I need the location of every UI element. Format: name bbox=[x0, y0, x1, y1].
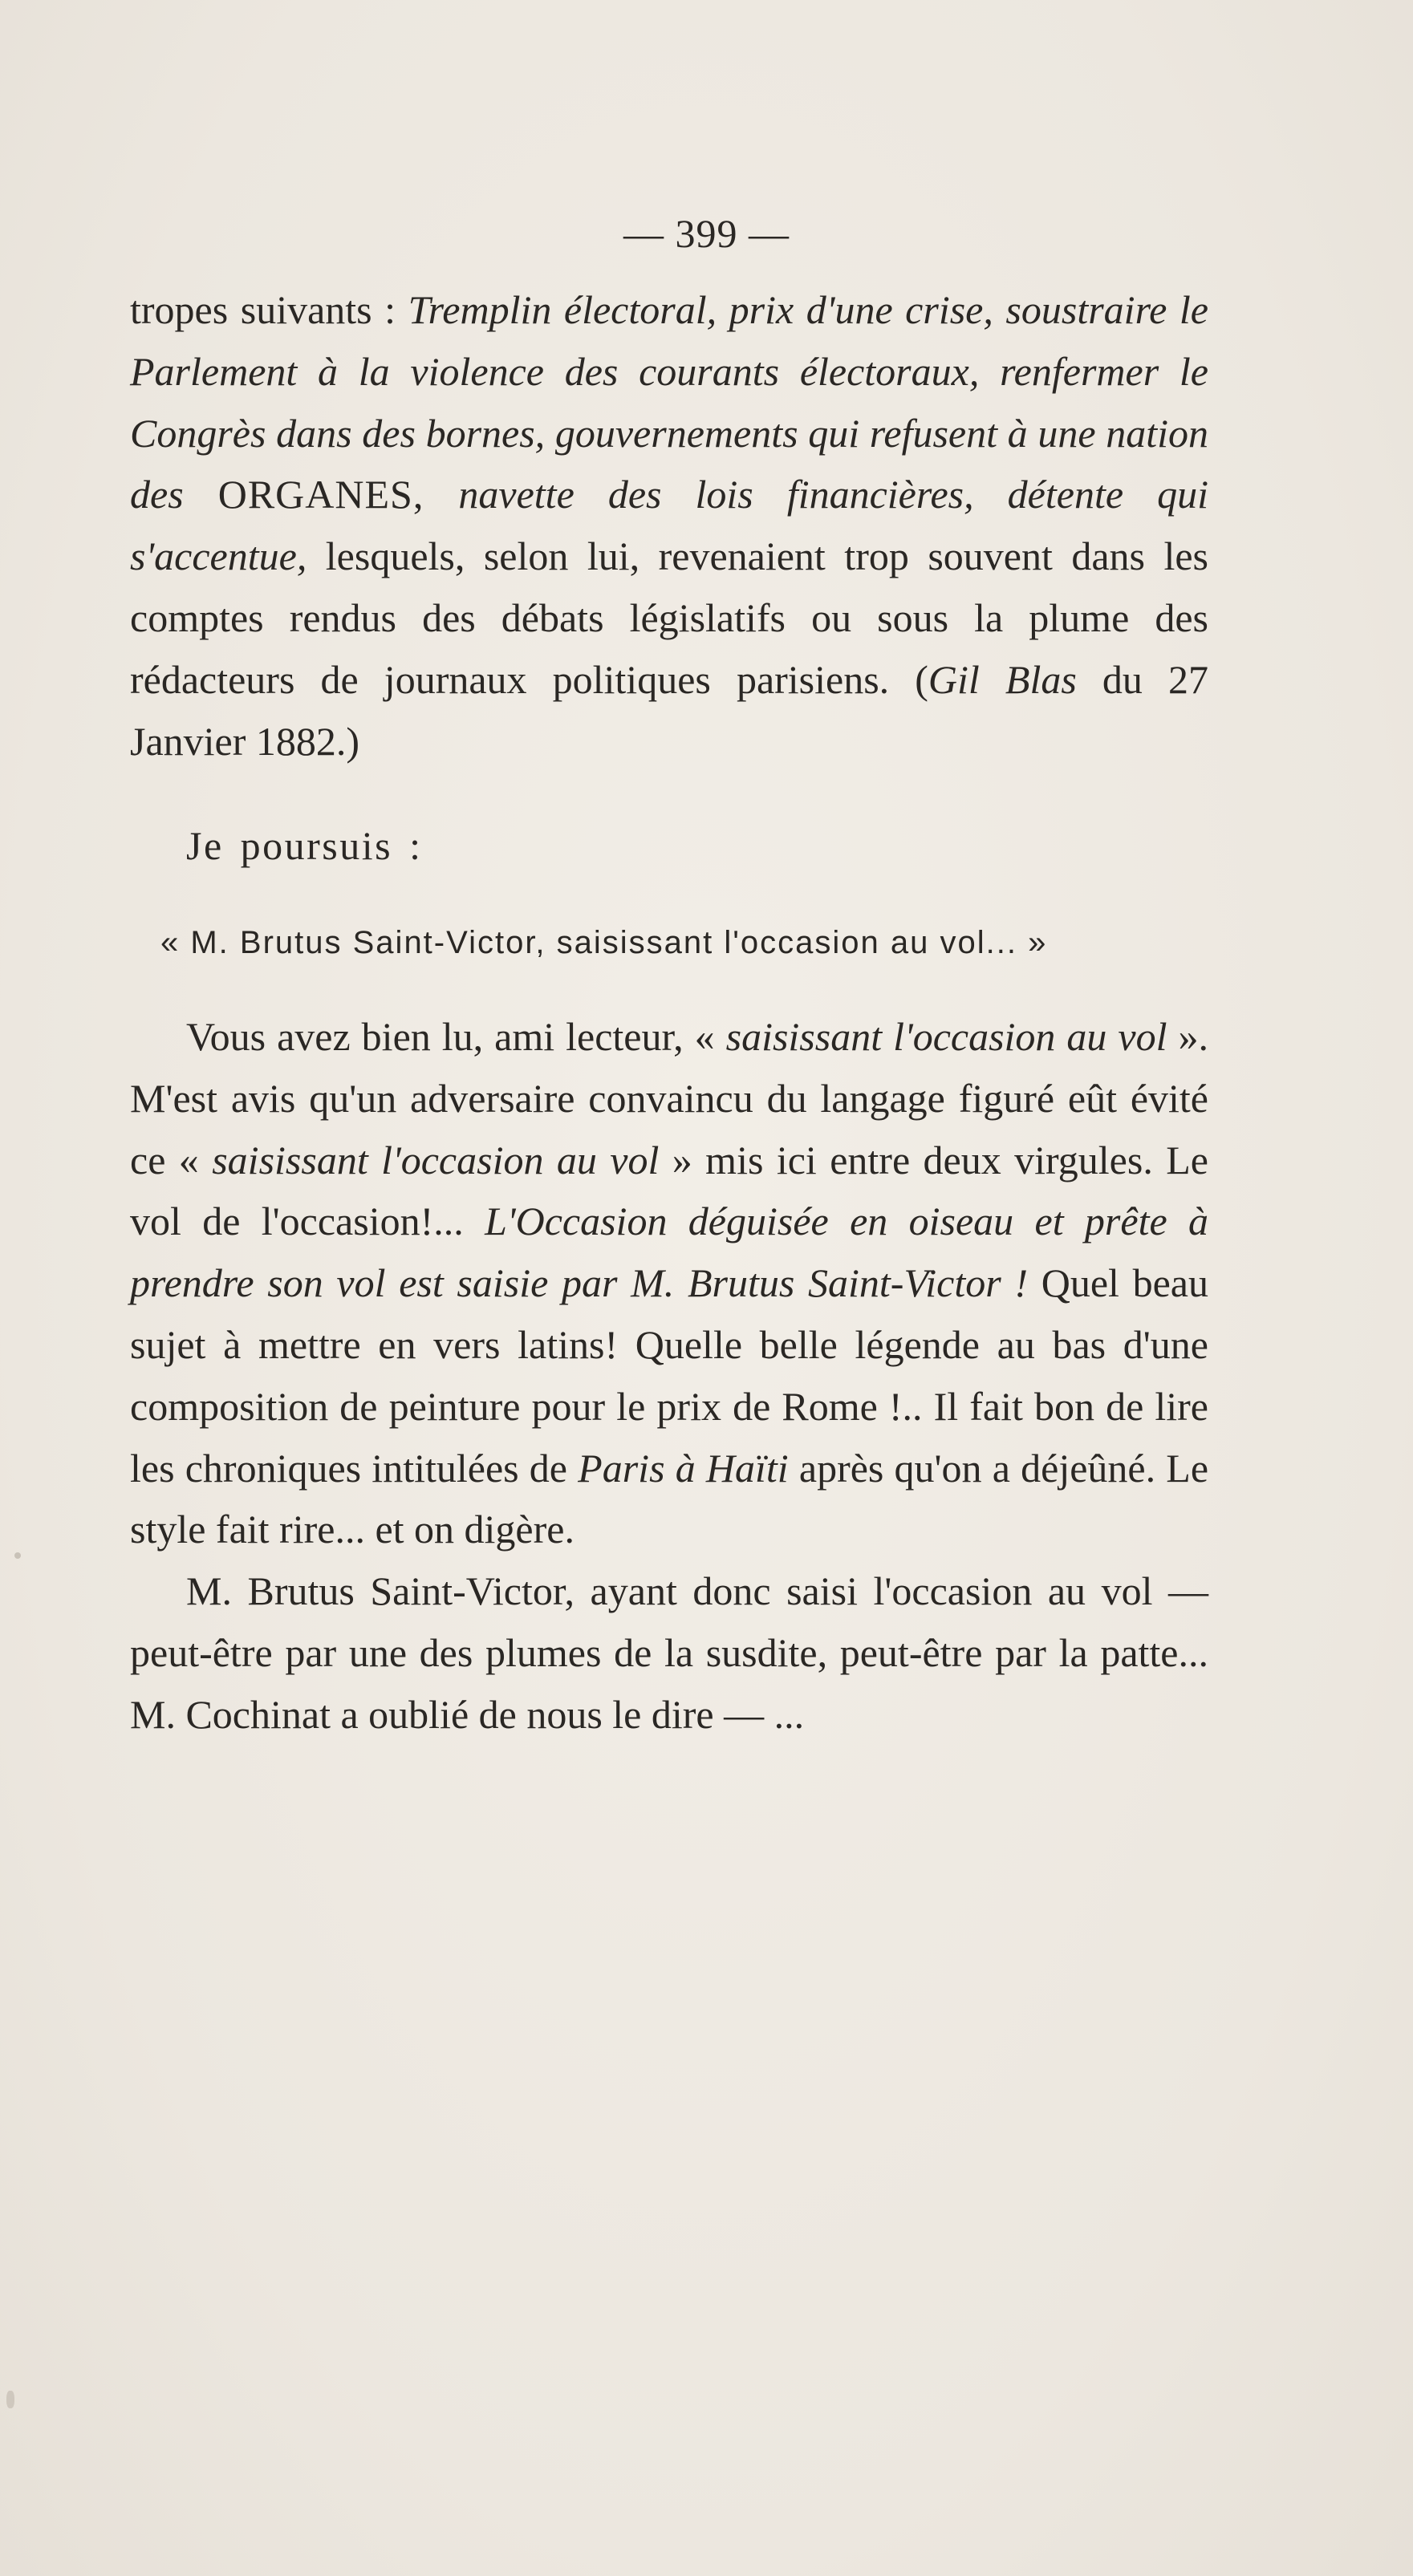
p1-text-organes: ORGANES, bbox=[183, 472, 459, 517]
p3-italic-b: saisissant l'occasion au vol bbox=[725, 1013, 1167, 1059]
paragraph-je-poursuis: Je poursuis : bbox=[186, 823, 423, 869]
p3-italic-f: L'Occasion déguisée en oiseau et prête à prendre son vol est saisie par M. Brutus Saint-Victor ! bbox=[130, 1199, 1209, 1306]
p3-text-i: après qu'on a déjeûné. Le style fait rire... et on digère. bbox=[130, 1445, 1209, 1552]
p3-text-g: Quel beau sujet à mettre en vers latins! Quelle belle légende au bas d'une composition de peinture pour le prix de Rome !.. Il fait bon de lire les chroniques intitulées de bbox=[130, 1260, 1208, 1491]
block-quote: « M. Brutus Saint-Victor, saisissant l'occasion au vol... » bbox=[160, 925, 1048, 961]
paper-speck bbox=[14, 1552, 21, 1559]
p1-source-title: Gil Blas bbox=[928, 656, 1077, 702]
p3-italic-h: Paris à Haïti bbox=[578, 1445, 789, 1491]
body-text bbox=[130, 279, 1208, 1746]
p1-source-date: du 27 Janvier 1882.) bbox=[130, 656, 1208, 764]
p3-italic-d: saisissant l'occasion au vol bbox=[212, 1137, 660, 1183]
page-number: — 399 — bbox=[623, 211, 790, 256]
p3-text-a: Vous avez bien lu, ami lecteur, « bbox=[186, 1013, 726, 1059]
p1-text-e: lesquels, selon lui, revenaient trop souvent dans les comptes rendus des débats législatifs ou sous la plume des rédacteurs de journaux politiques parisiens. ( bbox=[130, 533, 1208, 702]
p1-italic-phrases-2: navette des lois financières, détente qui s'accentue, bbox=[130, 472, 1208, 579]
p1-italic-phrases: Tremplin électoral, prix d'une crise, soustraire le Parlement à la violence des courants électoraux, renfermer le Congrès dans des bornes, gouvernements qui refusent à une nation des bbox=[130, 287, 1208, 517]
p1-text-a: tropes suivants : bbox=[130, 287, 408, 332]
paragraph-tropes bbox=[130, 279, 1208, 772]
paragraph-vous-avez-bien-lu bbox=[130, 1006, 1208, 1560]
p3-text-c: ». M'est avis qu'un adversaire convaincu du langage figuré eût évité ce « bbox=[130, 1013, 1208, 1183]
paragraph-brutus-saint-victor: M. Brutus Saint-Victor, ayant donc saisi l'occasion au vol — peut-être par une des plumes de la susdite, peut-être par la patte... M. Cochinat a oublié de nous le dire — ... bbox=[130, 1568, 1208, 1737]
paper-speck-2 bbox=[6, 2391, 14, 2408]
p3-text-e: » mis ici entre deux virgules. Le vol de l'occasion!... bbox=[130, 1137, 1208, 1244]
